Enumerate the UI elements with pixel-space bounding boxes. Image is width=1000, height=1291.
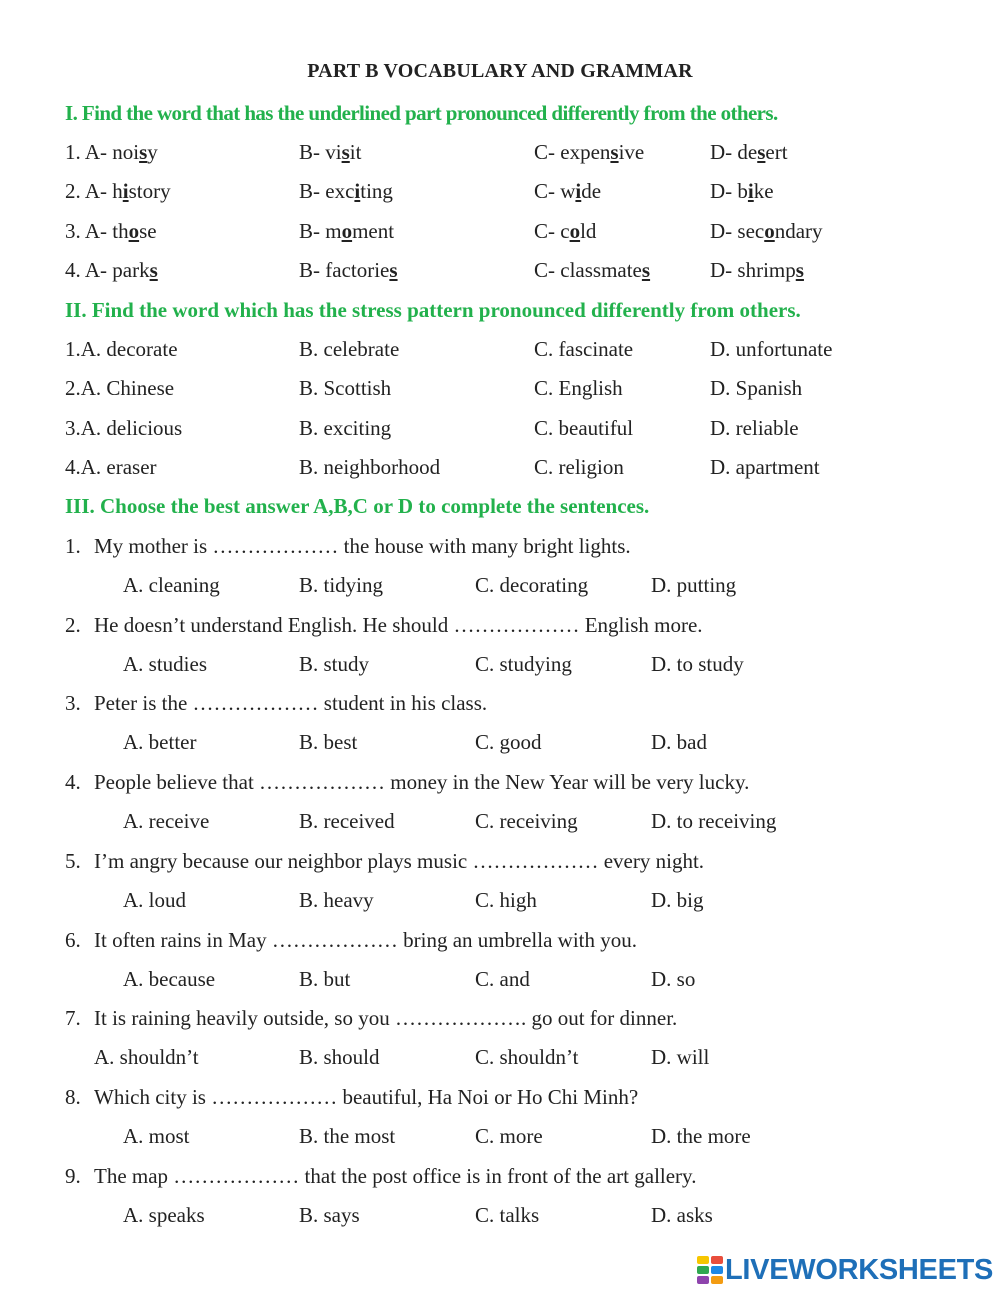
question-text: Which city is ……………… beautiful, Ha Noi or Ho Chi Minh? [94,1085,639,1109]
question-number: 1. [65,534,81,558]
stress-option[interactable]: B. neighborhood [299,455,441,479]
option-text: C- w [534,179,576,203]
answer-option[interactable]: A. because [123,967,216,991]
question-text: The map ……………… that the post office is in front of the art gallery. [94,1164,697,1188]
question-text: I’m angry because our neighbor plays music ……………… every night. [94,849,705,873]
answer-options [0,1124,1000,1154]
stress-option[interactable]: D. Spanish [710,376,803,400]
pronunciation-option[interactable] [710,179,774,204]
pronunciation-option[interactable] [534,179,601,204]
question [65,1006,677,1031]
underlined-letter: s [139,140,148,164]
pronunciation-option[interactable] [710,140,788,165]
question-number: 6. [65,928,81,952]
answer-options [0,652,1000,682]
question-text: It is raining heavily outside, so you ………………. go out for dinner. [94,1006,678,1030]
answer-option[interactable]: C. talks [475,1203,540,1227]
underlined-letter: o [128,219,140,243]
question-number: 2. [65,613,81,637]
pronunciation-option[interactable] [299,258,398,283]
option-text: 1. A- noi [65,140,140,164]
pronunciation-option[interactable] [65,219,157,244]
answer-option[interactable]: A. studies [123,652,207,676]
underlined-letter: i [122,179,129,203]
stress-option[interactable]: 2.A. Chinese [65,376,175,400]
answer-options [0,967,1000,997]
section-3-heading: III. Choose the best answer A,B,C or D to complete the sentences. [65,494,650,518]
option-text: D- de [710,140,758,164]
option-text: 4. A- park [65,258,150,282]
answer-options [0,1203,1000,1233]
answer-option[interactable]: D. putting [651,573,737,597]
answer-option[interactable]: A. cleaning [123,573,220,597]
answer-option[interactable]: D. asks [651,1203,713,1227]
underlined-letter: s [610,140,619,164]
pronunciation-row [0,219,1000,249]
question [65,534,631,559]
answer-options [0,809,1000,839]
question-text: People believe that ……………… money in the New Year will be very lucky. [94,770,750,794]
option-text: C- classmate [534,258,642,282]
stress-row [0,416,1000,446]
option-text: D- b [710,179,748,203]
option-text: C- expen [534,140,611,164]
pronunciation-row [0,179,1000,209]
stress-option[interactable]: 3.A. delicious [65,416,183,440]
answer-option[interactable]: D. so [651,967,696,991]
option-text: B- vi [299,140,342,164]
underlined-letter: s [389,258,398,282]
pronunciation-option[interactable] [710,219,823,244]
answer-option[interactable]: B. the most [299,1124,396,1148]
stress-option[interactable]: C. fascinate [534,337,634,361]
question [65,1085,638,1110]
underlined-letter: s [341,140,350,164]
pronunciation-option[interactable] [299,140,361,165]
answer-option[interactable]: C. and [475,967,530,991]
pronunciation-option[interactable] [534,258,650,283]
underlined-letter: o [764,219,775,243]
answer-option[interactable]: D. to receiving [651,809,777,833]
page-title: PART B VOCABULARY AND GRAMMAR [307,60,693,82]
liveworksheets-logo-text: LIVEWORKSHEETS [725,1253,994,1286]
answer-option[interactable]: C. decorating [475,573,589,597]
answer-option[interactable]: D. will [651,1045,710,1069]
answer-option[interactable]: D. to study [651,652,744,676]
question-number: 5. [65,849,81,873]
pronunciation-option[interactable] [710,258,804,283]
pronunciation-row [0,140,1000,170]
underlined-letter: s [641,258,651,282]
option-text: y [147,140,158,164]
answer-options [0,573,1000,603]
pronunciation-option[interactable] [65,140,158,165]
answer-option[interactable]: C. studying [475,652,572,676]
option-text: D- sec [710,219,765,243]
option-text: it [349,140,362,164]
pronunciation-option[interactable] [299,219,394,244]
underlined-letter: i [575,179,582,203]
option-text: B- factorie [299,258,390,282]
answer-option[interactable]: B. received [299,809,395,833]
stress-option[interactable]: B. celebrate [299,337,400,361]
answer-options [0,1045,1000,1075]
stress-row [0,337,1000,367]
pronunciation-option[interactable] [65,179,171,204]
question [65,849,704,874]
stress-row [0,455,1000,485]
stress-option[interactable]: 1.A. decorate [65,337,178,361]
question [65,1164,696,1189]
section-1-heading: I. Find the word that has the underlined part pronounced differently from the others. [65,101,778,125]
option-text: ting [360,179,393,203]
underlined-letter: o [569,219,581,243]
answer-option[interactable]: A. most [123,1124,190,1148]
question-text: My mother is ……………… the house with many bright lights. [94,534,631,558]
stress-option[interactable]: B. exciting [299,416,392,440]
answer-option[interactable]: B. tidying [299,573,384,597]
liveworksheets-logo [697,1253,993,1287]
answer-option[interactable]: D. bad [651,730,707,754]
option-text: 2. A- h [65,179,123,203]
question [65,613,703,638]
answer-option[interactable]: B. best [299,730,358,754]
answer-option[interactable]: B. but [299,967,351,991]
stress-option[interactable]: C. English [534,376,623,400]
option-text: D- shrimp [710,258,796,282]
pronunciation-option[interactable] [299,179,393,204]
underlined-letter: s [149,258,158,282]
pronunciation-option[interactable] [534,140,644,165]
answer-option[interactable]: B. should [299,1045,380,1069]
answer-option[interactable]: D. big [651,888,704,912]
question [65,691,487,716]
pronunciation-option[interactable] [65,258,158,283]
stress-option[interactable]: C. beautiful [534,416,634,440]
answer-option[interactable]: A. receive [123,809,210,833]
underlined-letter: i [747,179,754,203]
answer-option[interactable]: B. says [299,1203,360,1227]
answer-option[interactable]: B. heavy [299,888,374,912]
question-text: He doesn’t understand English. He should ……………… English more. [94,613,703,637]
question-number: 9. [65,1164,81,1188]
stress-option[interactable]: 4.A. eraser [65,455,157,479]
answer-option[interactable]: D. the more [651,1124,751,1148]
pronunciation-row [0,258,1000,288]
option-text: ert [765,140,788,164]
question-text: It often rains in May ……………… bring an umbrella with you. [94,928,637,952]
option-text: se [139,219,157,243]
option-text: B- m [299,219,342,243]
answer-option[interactable]: A. better [123,730,197,754]
answer-option[interactable]: C. good [475,730,542,754]
option-text: de [581,179,602,203]
stress-row [0,376,1000,406]
question [65,928,637,953]
option-text: ment [352,219,395,243]
question-number: 8. [65,1085,81,1109]
option-text: ke [753,179,774,203]
answer-options [0,888,1000,918]
underlined-letter: o [341,219,353,243]
stress-option[interactable]: D. unfortunate [710,337,833,361]
question-number: 4. [65,770,81,794]
answer-option[interactable]: A. shouldn’t [94,1045,199,1069]
option-text: ndary [774,219,823,243]
underlined-letter: s [795,258,804,282]
question [65,770,749,795]
stress-option[interactable]: C. religion [534,455,624,479]
option-text: 3. A- th [65,219,129,243]
option-text: C- c [534,219,570,243]
answer-option[interactable]: C. shouldn’t [475,1045,579,1069]
answer-option[interactable]: C. receiving [475,809,578,833]
option-text: B- exc [299,179,355,203]
underlined-letter: s [757,140,766,164]
answer-option[interactable]: C. more [475,1124,543,1148]
option-text: ive [618,140,645,164]
question-number: 3. [65,691,81,715]
question-text: Peter is the ……………… student in his class. [94,691,488,715]
option-text: ld [580,219,597,243]
pronunciation-option[interactable] [534,219,596,244]
stress-option[interactable]: D. reliable [710,416,799,440]
option-text: story [128,179,171,203]
answer-options [0,730,1000,760]
section-2-heading: II. Find the word which has the stress pattern pronounced differently from others. [65,298,801,322]
underlined-letter: i [354,179,361,203]
answer-option[interactable]: B. study [299,652,370,676]
answer-option[interactable]: A. loud [123,888,186,912]
liveworksheets-logo-icon [697,1256,723,1284]
answer-option[interactable]: C. high [475,888,537,912]
answer-option[interactable]: A. speaks [123,1203,205,1227]
question-number: 7. [65,1006,81,1030]
stress-option[interactable]: D. apartment [710,455,820,479]
stress-option[interactable]: B. Scottish [299,376,392,400]
